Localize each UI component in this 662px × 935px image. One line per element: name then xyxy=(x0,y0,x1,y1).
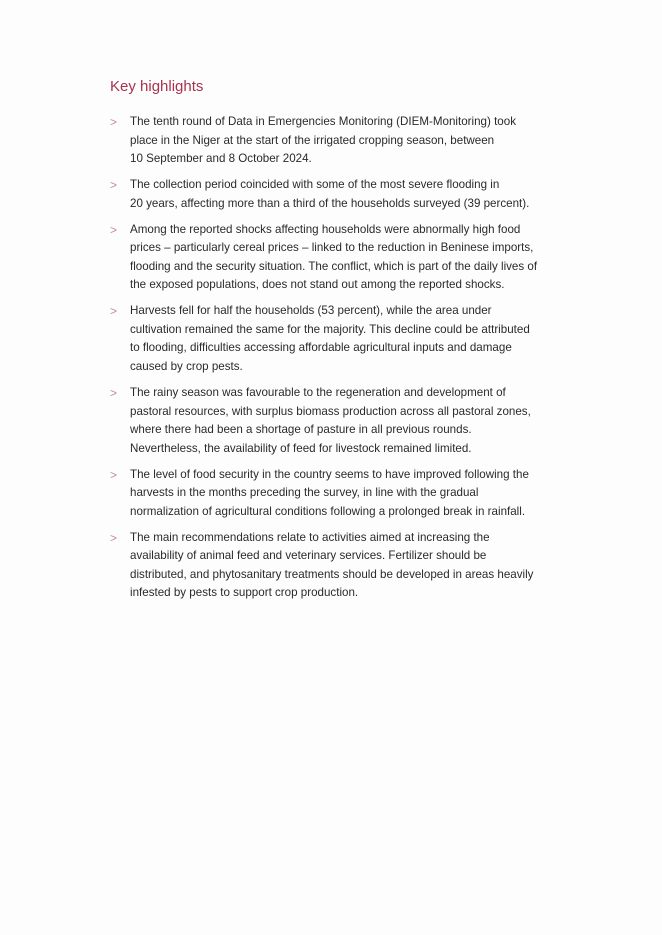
highlight-text-line: 20 years, affecting more than a third of the households surveyed (39 percent). xyxy=(130,196,530,210)
highlight-text-line: The level of food security in the country seems to have improved following the xyxy=(130,467,529,481)
highlight-text-line: Among the reported shocks affecting households were abnormally high food xyxy=(130,222,521,236)
chevron-bullet-icon: > xyxy=(110,115,118,129)
highlight-item xyxy=(110,221,570,295)
highlight-item xyxy=(110,176,570,213)
highlight-text-line: normalization of agricultural conditions following a prolonged break in rainfall. xyxy=(130,504,526,518)
section-title: Key highlights xyxy=(110,78,204,95)
chevron-bullet-icon: > xyxy=(110,304,118,319)
highlight-text-line: Harvests fell for half the households (53 percent), while the area under xyxy=(130,304,492,318)
chevron-bullet-icon: > xyxy=(110,530,118,545)
highlight-item xyxy=(110,529,570,603)
highlight-text-line: the exposed populations, does not stand out among the reported shocks. xyxy=(130,278,505,292)
highlight-text-line: caused by crop pests. xyxy=(130,360,243,374)
highlight-item xyxy=(110,302,570,376)
highlight-text-line: availability of animal feed and veterinary services. Fertilizer should be xyxy=(130,549,487,563)
highlight-text-line: The tenth round of Data in Emergencies Monitoring (DIEM-Monitoring) took xyxy=(130,115,516,128)
highlight-text-line: to flooding, difficulties accessing affordable agricultural inputs and damage xyxy=(130,341,512,355)
highlight-text-line: flooding and the security situation. The conflict, which is part of the daily lives of xyxy=(130,259,538,273)
highlight-text-line: The rainy season was favourable to the regeneration and development of xyxy=(130,385,506,399)
highlight-text-line: harvests in the months preceding the survey, in line with the gradual xyxy=(130,486,479,500)
highlight-text-line: distributed, and phytosanitary treatments should be developed in areas heavily xyxy=(130,567,534,581)
highlight-item xyxy=(110,466,570,522)
highlight-text-line: Nevertheless, the availability of feed for livestock remained limited. xyxy=(130,441,472,455)
highlight-text-line: The main recommendations relate to activities aimed at increasing the xyxy=(130,530,490,544)
highlight-text-line: The collection period coincided with some of the most severe flooding in xyxy=(130,178,500,192)
highlight-text-line: pastoral resources, with surplus biomass production across all pastoral zones, xyxy=(130,404,531,418)
highlight-text-line: where there had been a shortage of pasture in all previous rounds. xyxy=(130,423,472,437)
highlight-text-line: prices – particularly cereal prices – linked to the reduction in Beninese imports, xyxy=(130,241,534,255)
highlights-list xyxy=(110,113,570,610)
chevron-bullet-icon: > xyxy=(110,385,118,400)
chevron-bullet-icon: > xyxy=(110,467,118,482)
highlight-item xyxy=(110,384,570,458)
highlight-text-line: cultivation remained the same for the majority. This decline could be attributed xyxy=(130,322,530,336)
highlight-item xyxy=(110,113,570,169)
chevron-bullet-icon: > xyxy=(110,178,118,193)
highlight-text-line: 10 September and 8 October 2024. xyxy=(130,152,312,166)
highlight-text-line: infested by pests to support crop production. xyxy=(130,586,359,600)
highlight-text-line: place in the Niger at the start of the irrigated cropping season, between xyxy=(130,133,495,147)
chevron-bullet-icon: > xyxy=(110,222,118,237)
